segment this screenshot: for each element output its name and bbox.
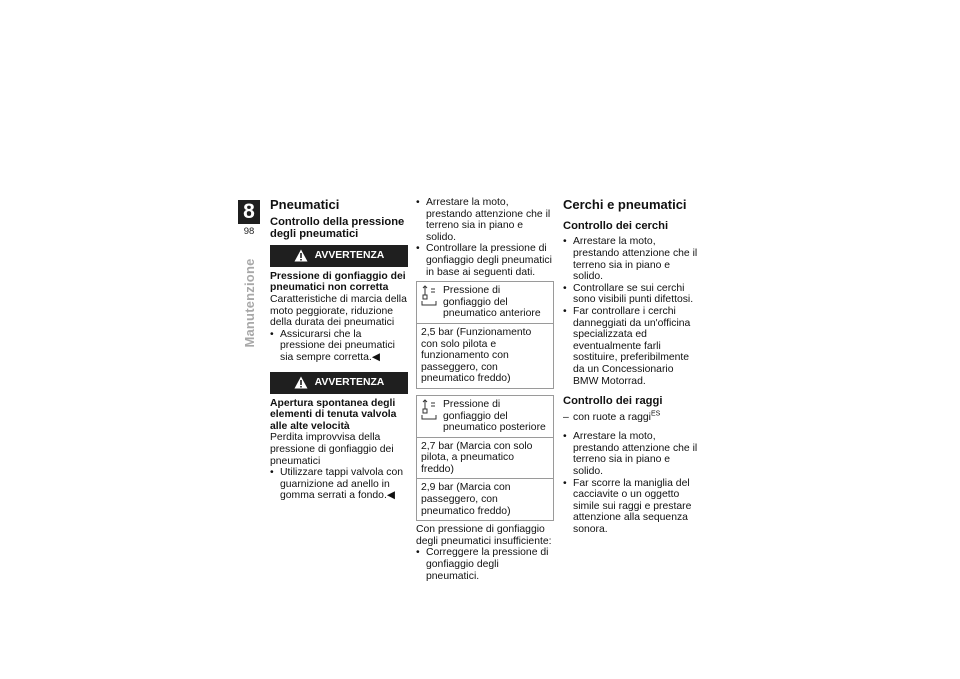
table-header-text: Pressione di gonfiaggio del pneumatico posteriore bbox=[443, 398, 546, 434]
chapter-number: 8 bbox=[238, 200, 260, 224]
subsection-title: Controllo della pressione degli pneumatici bbox=[270, 216, 405, 241]
column-2 bbox=[416, 197, 554, 582]
chapter-label: Manutenzione bbox=[242, 258, 257, 348]
warning-banner bbox=[270, 372, 408, 394]
equipment-note-text: con ruote a raggi bbox=[573, 411, 651, 423]
tire-pressure-icon bbox=[421, 399, 437, 434]
warning-triangle-icon bbox=[294, 249, 308, 262]
list-item: • Controllare la pressione di gonfiaggio degli pneumatici in base ai seguenti dati. bbox=[416, 243, 554, 278]
section-title: Cerchi e pneumatici bbox=[563, 197, 687, 212]
subsection-title: Controllo dei raggi bbox=[563, 395, 663, 408]
pressure-table-rear bbox=[416, 395, 554, 521]
list-item: • Assicurarsi che la pressione dei pneumatici sia sempre corretta.◀ bbox=[270, 329, 408, 364]
pressure-table-front bbox=[416, 281, 554, 389]
list-item: • Far controllare i cerchi danneggiati da un'officina specializzata ed eventualmente farli sostituire, preferibilmente da un Concessionario BMW Motorrad. bbox=[563, 306, 701, 387]
list-item: • Arrestare la moto, prestando attenzione che il terreno sia in piano e solido. bbox=[416, 197, 554, 243]
list-item: • Far scorre la maniglia del cacciavite o un oggetto simile sui raggi e prestare attenzione alla sequenza sonora. bbox=[563, 478, 701, 536]
warning-banner bbox=[270, 245, 408, 267]
warning-list bbox=[270, 467, 408, 502]
warning-list bbox=[270, 329, 408, 364]
page-number: 98 bbox=[243, 226, 255, 237]
list-item: • Utilizzare tappi valvola con guarnizione ad anello in gomma serrati a fondo.◀ bbox=[270, 467, 408, 502]
steps-list bbox=[416, 197, 554, 278]
rim-check-list bbox=[563, 236, 701, 387]
warning-label: AVVERTENZA bbox=[314, 376, 385, 388]
warning-text: Perdita improvvisa della pressione di gonfiaggio dei pneumatici bbox=[270, 432, 394, 467]
warning-triangle-icon bbox=[294, 376, 308, 389]
table-header bbox=[417, 282, 553, 323]
note-list bbox=[416, 547, 554, 582]
list-item: • Arrestare la moto, prestando attenzione che il terreno sia in piano e solido. bbox=[563, 431, 701, 477]
table-header-text: Pressione di gonfiaggio del pneumatico anteriore bbox=[443, 285, 541, 320]
table-row: 2,9 bar (Marcia con passeggero, con pneumatico freddo) bbox=[417, 478, 553, 520]
subsection-title: Controllo dei cerchi bbox=[563, 220, 669, 232]
warning-heading: Apertura spontanea degli elementi di tenuta valvola alle alte velocità bbox=[270, 397, 397, 432]
equipment-note bbox=[563, 412, 701, 424]
list-item: • Controllare se sui cerchi sono visibili punti difettosi. bbox=[563, 283, 701, 306]
section-title: Pneumatici bbox=[270, 197, 340, 212]
table-row: 2,5 bar (Funzionamento con solo pilota e funzionamento con passeggero, con pneumatico freddo) bbox=[417, 323, 553, 388]
warning-text: Caratteristiche di marcia della moto peggiorate, riduzione della durata dei pneumatici bbox=[270, 294, 407, 329]
equipment-code: ES bbox=[650, 410, 661, 418]
list-item: • Correggere la pressione di gonfiaggio degli pneumatici. bbox=[416, 547, 554, 582]
note-text: Con pressione di gonfiaggio degli pneumatici insufficiente: bbox=[416, 524, 552, 547]
list-item: • Arrestare la moto, prestando attenzione che il terreno sia in piano e solido. bbox=[563, 236, 701, 282]
column-1 bbox=[270, 197, 408, 502]
warning-heading: Pressione di gonfiaggio dei pneumatici non corretta bbox=[270, 270, 406, 294]
table-row: 2,7 bar (Marcia con solo pilota, a pneumatico freddo) bbox=[417, 437, 553, 479]
spoke-check-list bbox=[563, 431, 701, 535]
table-header bbox=[417, 396, 553, 437]
column-3 bbox=[563, 197, 701, 535]
tire-pressure-icon bbox=[421, 285, 437, 320]
warning-label: AVVERTENZA bbox=[314, 250, 385, 262]
